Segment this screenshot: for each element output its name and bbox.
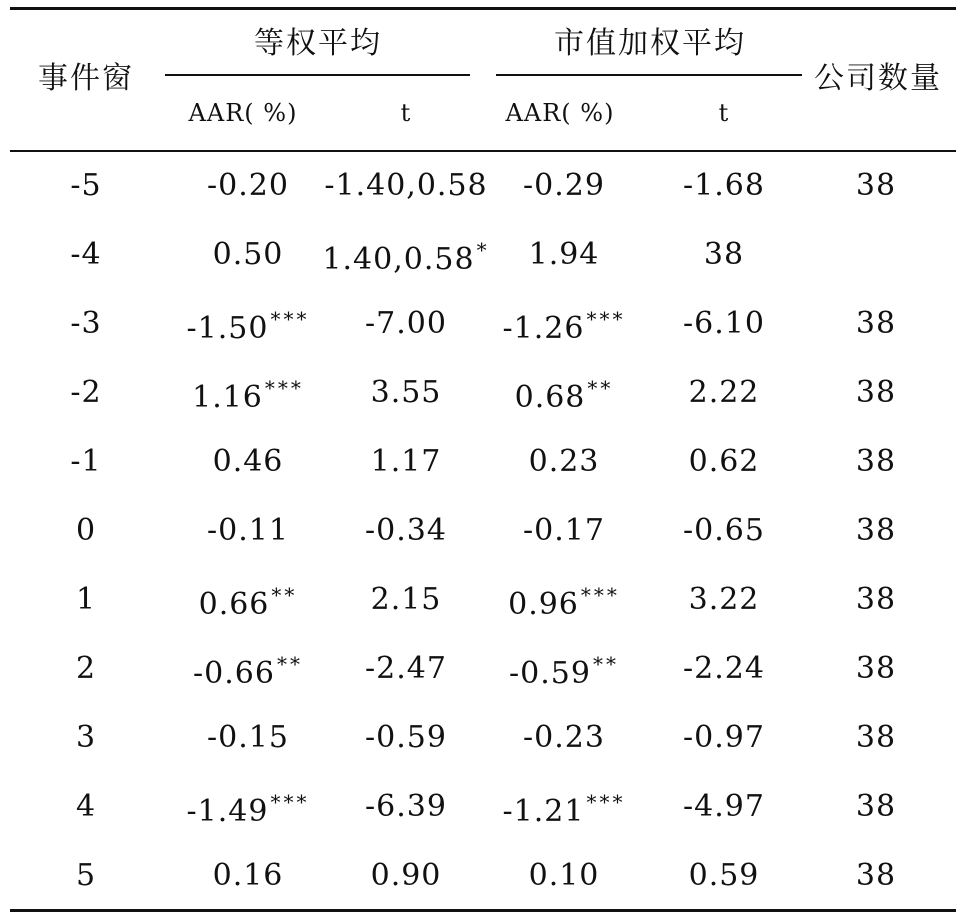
cell-value: -2 (70, 375, 102, 410)
significance-marker: *** (586, 790, 626, 814)
cell-value: 5 (75, 858, 97, 893)
cell-value: -1.40,0.58 (324, 168, 488, 203)
cell-value: -0.15 (207, 720, 289, 755)
cell-window (75, 651, 97, 686)
cell-value: 0.62 (688, 444, 760, 479)
cell-value: -0.65 (683, 513, 765, 548)
significance-marker: *** (580, 583, 620, 607)
cell-vw-aar (528, 444, 600, 479)
cell-value: 2.15 (370, 582, 442, 617)
cell-ew-aar (199, 585, 298, 620)
cell-value: 1 (75, 582, 97, 617)
cell-ew-aar (187, 792, 310, 827)
cell-vw-aar (503, 309, 626, 344)
cell-window (75, 858, 97, 893)
cell-value: -6.10 (683, 306, 765, 341)
cell-vw-aar (503, 792, 626, 827)
significance-marker: ** (587, 376, 614, 400)
cell-vw-t (688, 582, 760, 617)
cell-vw-aar (508, 585, 620, 620)
cell-ew-t (365, 651, 447, 686)
cell-window (75, 720, 97, 755)
t-subheader-value: t (718, 99, 730, 127)
cell-count (855, 789, 897, 824)
cell-vw-t (683, 168, 765, 203)
cell-value: -0.66 (193, 656, 275, 691)
header-bottom-rule (10, 150, 956, 152)
cell-ew-aar (207, 168, 289, 203)
cell-value: 1.16 (192, 380, 263, 415)
cell-ew-t (370, 444, 442, 479)
cell-value: -1.49 (186, 794, 269, 829)
cell-value: 38 (703, 237, 745, 272)
cell-value: 3.22 (688, 582, 760, 617)
top-rule (10, 7, 956, 10)
cell-ew-t (365, 789, 447, 824)
value-weight-group-rule (496, 74, 802, 76)
cell-value: -5 (70, 168, 102, 203)
cell-count (855, 651, 897, 686)
cell-count (855, 375, 897, 410)
cell-value: 38 (855, 375, 897, 410)
cell-value: -6.39 (365, 789, 447, 824)
cell-ew-t (370, 582, 442, 617)
cell-value: -0.11 (207, 513, 289, 548)
cell-vw-aar (515, 378, 614, 413)
cell-value: -0.20 (207, 168, 289, 203)
equal-weight-header: 等权平均 (254, 26, 382, 61)
cell-value: -4.97 (683, 789, 765, 824)
cell-value: -1 (70, 444, 102, 479)
significance-marker: * (476, 238, 490, 262)
company-count-header: 公司数量 (814, 61, 942, 96)
cell-value: -1.21 (502, 794, 585, 829)
cell-ew-t (365, 306, 447, 341)
cell-value: 0 (75, 513, 97, 548)
cell-ew-aar (207, 513, 289, 548)
cell-value: 0.66 (198, 587, 270, 622)
significance-marker: *** (264, 376, 304, 400)
cell-ew-aar (212, 858, 284, 893)
cell-value: -0.59 (509, 656, 591, 691)
cell-value: 38 (855, 651, 897, 686)
cell-value: 38 (855, 582, 897, 617)
bottom-rule (10, 909, 956, 912)
cell-window (75, 513, 97, 548)
cell-window (75, 582, 97, 617)
cell-count (855, 858, 897, 893)
significance-marker: ** (276, 652, 303, 676)
cell-value: -0.29 (523, 168, 605, 203)
cell-value: -0.97 (683, 720, 765, 755)
cell-vw-t (688, 858, 760, 893)
cell-window (70, 306, 102, 341)
cell-ew-t (370, 858, 442, 893)
cell-value: 38 (855, 789, 897, 824)
cell-ew-t (324, 168, 488, 203)
cell-vw-t (683, 306, 765, 341)
cell-window (70, 375, 102, 410)
cell-value: 0.46 (212, 444, 284, 479)
cell-value: 38 (855, 720, 897, 755)
cell-value: -1.26 (502, 311, 585, 346)
cell-value: -1.68 (683, 168, 765, 203)
cell-value: 3 (75, 720, 97, 755)
cell-value: -2.24 (683, 651, 765, 686)
cell-vw-t (688, 375, 760, 410)
equal-weight-group-rule (165, 74, 470, 76)
cell-ew-aar (212, 237, 284, 272)
cell-ew-aar (212, 444, 284, 479)
cell-value: 1.17 (370, 444, 442, 479)
cell-value: -3 (70, 306, 102, 341)
cell-value: 3.55 (370, 375, 442, 410)
significance-marker: *** (270, 790, 310, 814)
cell-value: 1.40,0.58 (322, 242, 475, 277)
cell-value: 0.10 (528, 858, 600, 893)
cell-value: 0.16 (212, 858, 284, 893)
cell-value: 38 (855, 513, 897, 548)
cell-value: 2 (75, 651, 97, 686)
cell-value: 0.96 (508, 587, 579, 622)
cell-vw-t (683, 651, 765, 686)
significance-marker: *** (270, 307, 310, 331)
aar-subheader-equal: AAR( %) (188, 99, 298, 127)
cell-vw-aar (509, 654, 619, 689)
cell-ew-t (370, 375, 442, 410)
cell-vw-t (683, 789, 765, 824)
cell-window (70, 444, 102, 479)
cell-count (855, 168, 897, 203)
cell-value: -4 (70, 237, 102, 272)
cell-vw-aar (528, 237, 600, 272)
significance-marker: ** (592, 652, 619, 676)
cell-value: -0.23 (523, 720, 605, 755)
cell-value: 1.94 (528, 237, 600, 272)
cell-vw-t (688, 444, 760, 479)
cell-ew-t (365, 720, 447, 755)
cell-window (75, 789, 97, 824)
cell-vw-t (683, 513, 765, 548)
significance-marker: *** (586, 307, 626, 331)
cell-value: 38 (855, 444, 897, 479)
cell-value: 0.68 (514, 380, 586, 415)
cell-value: 0.90 (370, 858, 442, 893)
cell-window (70, 237, 102, 272)
cell-ew-t (322, 240, 489, 275)
cell-value: -0.34 (365, 513, 447, 548)
cell-count (855, 582, 897, 617)
cell-value: 38 (855, 306, 897, 341)
cell-value: 0.50 (212, 237, 284, 272)
cell-value: -0.59 (365, 720, 447, 755)
cell-vw-t (683, 720, 765, 755)
cell-value: 4 (75, 789, 97, 824)
cell-vw-aar (523, 720, 605, 755)
cell-vw-aar (528, 858, 600, 893)
cell-value: 2.22 (688, 375, 760, 410)
cell-value: 38 (855, 168, 897, 203)
value-weight-header: 市值加权平均 (554, 26, 746, 61)
aar-subheader-value: AAR( %) (505, 99, 615, 127)
cell-vw-t (703, 237, 745, 272)
cell-count (855, 720, 897, 755)
cell-count (855, 513, 897, 548)
cell-count (855, 306, 897, 341)
cell-ew-aar (192, 378, 304, 413)
cell-ew-aar (207, 720, 289, 755)
cell-vw-aar (523, 513, 605, 548)
cell-value: -2.47 (365, 651, 447, 686)
cell-value: -0.17 (523, 513, 605, 548)
cell-value: 38 (855, 858, 897, 893)
cell-ew-aar (193, 654, 303, 689)
t-subheader-equal: t (400, 99, 412, 127)
cell-value: 0.23 (528, 444, 600, 479)
cell-ew-aar (187, 309, 310, 344)
cell-count (855, 444, 897, 479)
significance-marker: ** (271, 583, 298, 607)
cell-value: -7.00 (365, 306, 447, 341)
cell-value: 0.59 (688, 858, 760, 893)
cell-vw-aar (523, 168, 605, 203)
cell-value: -1.50 (186, 311, 269, 346)
cell-ew-t (365, 513, 447, 548)
cell-window (70, 168, 102, 203)
event-window-header: 事件窗 (38, 61, 134, 96)
